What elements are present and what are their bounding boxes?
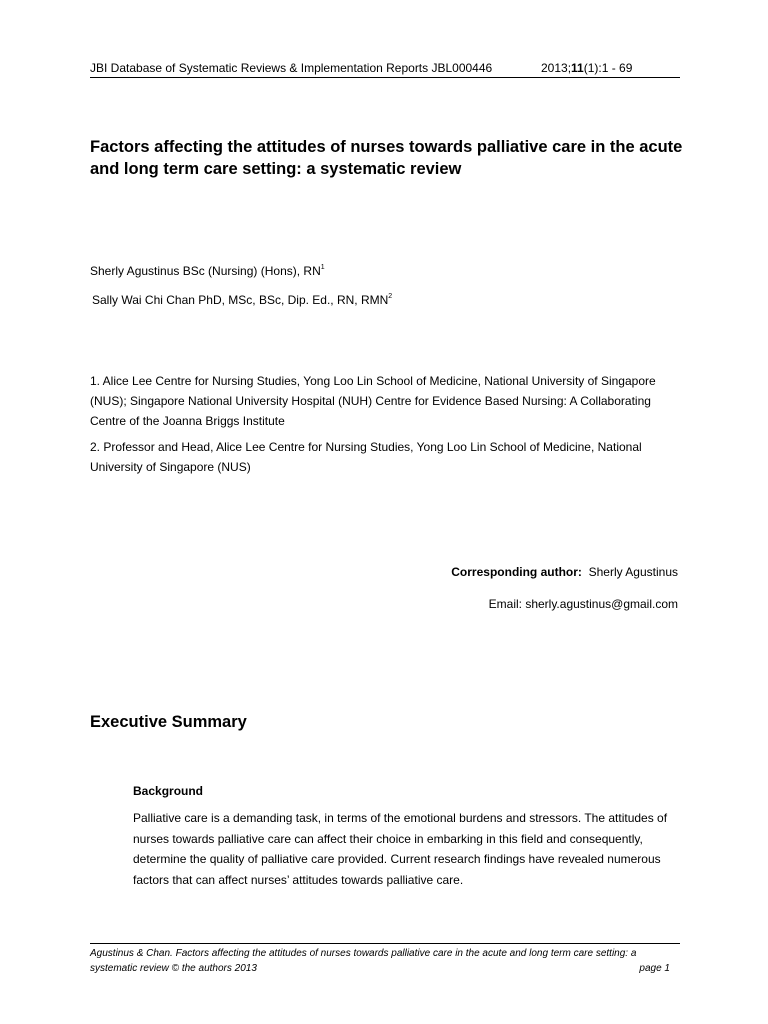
citation-year: 2013;	[541, 61, 572, 75]
author-2-name: Sally Wai Chi Chan PhD, MSc, BSc, Dip. Ed., RN, RMN	[92, 293, 389, 307]
corresponding-author	[451, 565, 678, 580]
author-2	[92, 293, 392, 308]
citation-rest: (1):1 - 69	[583, 61, 633, 75]
author-1-affiliation-mark: 1	[320, 264, 325, 271]
page-number: page 1	[639, 963, 670, 974]
affiliation-1: 1. Alice Lee Centre for Nursing Studies, Yong Loo Lin School of Medicine, National University of Singapore (NUS); Singapore National University Hospital (NUH) Centre for Evidence Based Nursing: A Collaborating Centre of the Joanna Briggs Institute	[90, 374, 656, 428]
affiliation-2: 2. Professor and Head, Alice Lee Centre for Nursing Studies, Yong Loo Lin School of Medicine, National University of Singapore (NUS)	[90, 440, 642, 474]
corresponding-email: Email: sherly.agustinus@gmail.com	[488, 597, 678, 611]
running-footer	[90, 943, 680, 976]
background-heading: Background	[133, 784, 204, 798]
corresponding-author-label: Corresponding author:	[451, 565, 582, 579]
running-header	[90, 61, 680, 78]
author-1	[90, 264, 325, 279]
journal-name: JBI Database of Systematic Reviews & Implementation Reports JBL000446	[90, 61, 493, 75]
footer-text: Agustinus & Chan. Factors affecting the attitudes of nurses towards palliative care in the acute and long term care setting: a systematic review © the authors 2013	[90, 948, 637, 974]
citation	[541, 61, 632, 76]
corresponding-author-name: Sherly Agustinus	[588, 565, 678, 579]
author-2-affiliation-mark: 2	[388, 293, 393, 300]
executive-summary-heading: Executive Summary	[90, 713, 247, 731]
citation-volume: 11	[571, 61, 584, 75]
author-1-name: Sherly Agustinus BSc (Nursing) (Hons), RN	[90, 264, 321, 278]
paper-title: Factors affecting the attitudes of nurses towards palliative care in the acute and long term care setting: a systematic review	[90, 138, 683, 178]
background-paragraph: Palliative care is a demanding task, in terms of the emotional burdens and stressors. The attitudes of nurses towards palliative care can affect their choice in embarking in this field and consequently, determine the quality of palliative care provided. Current research findings have revealed numerous factors that can affect nurses’ attitudes towards palliative care.	[133, 811, 668, 887]
